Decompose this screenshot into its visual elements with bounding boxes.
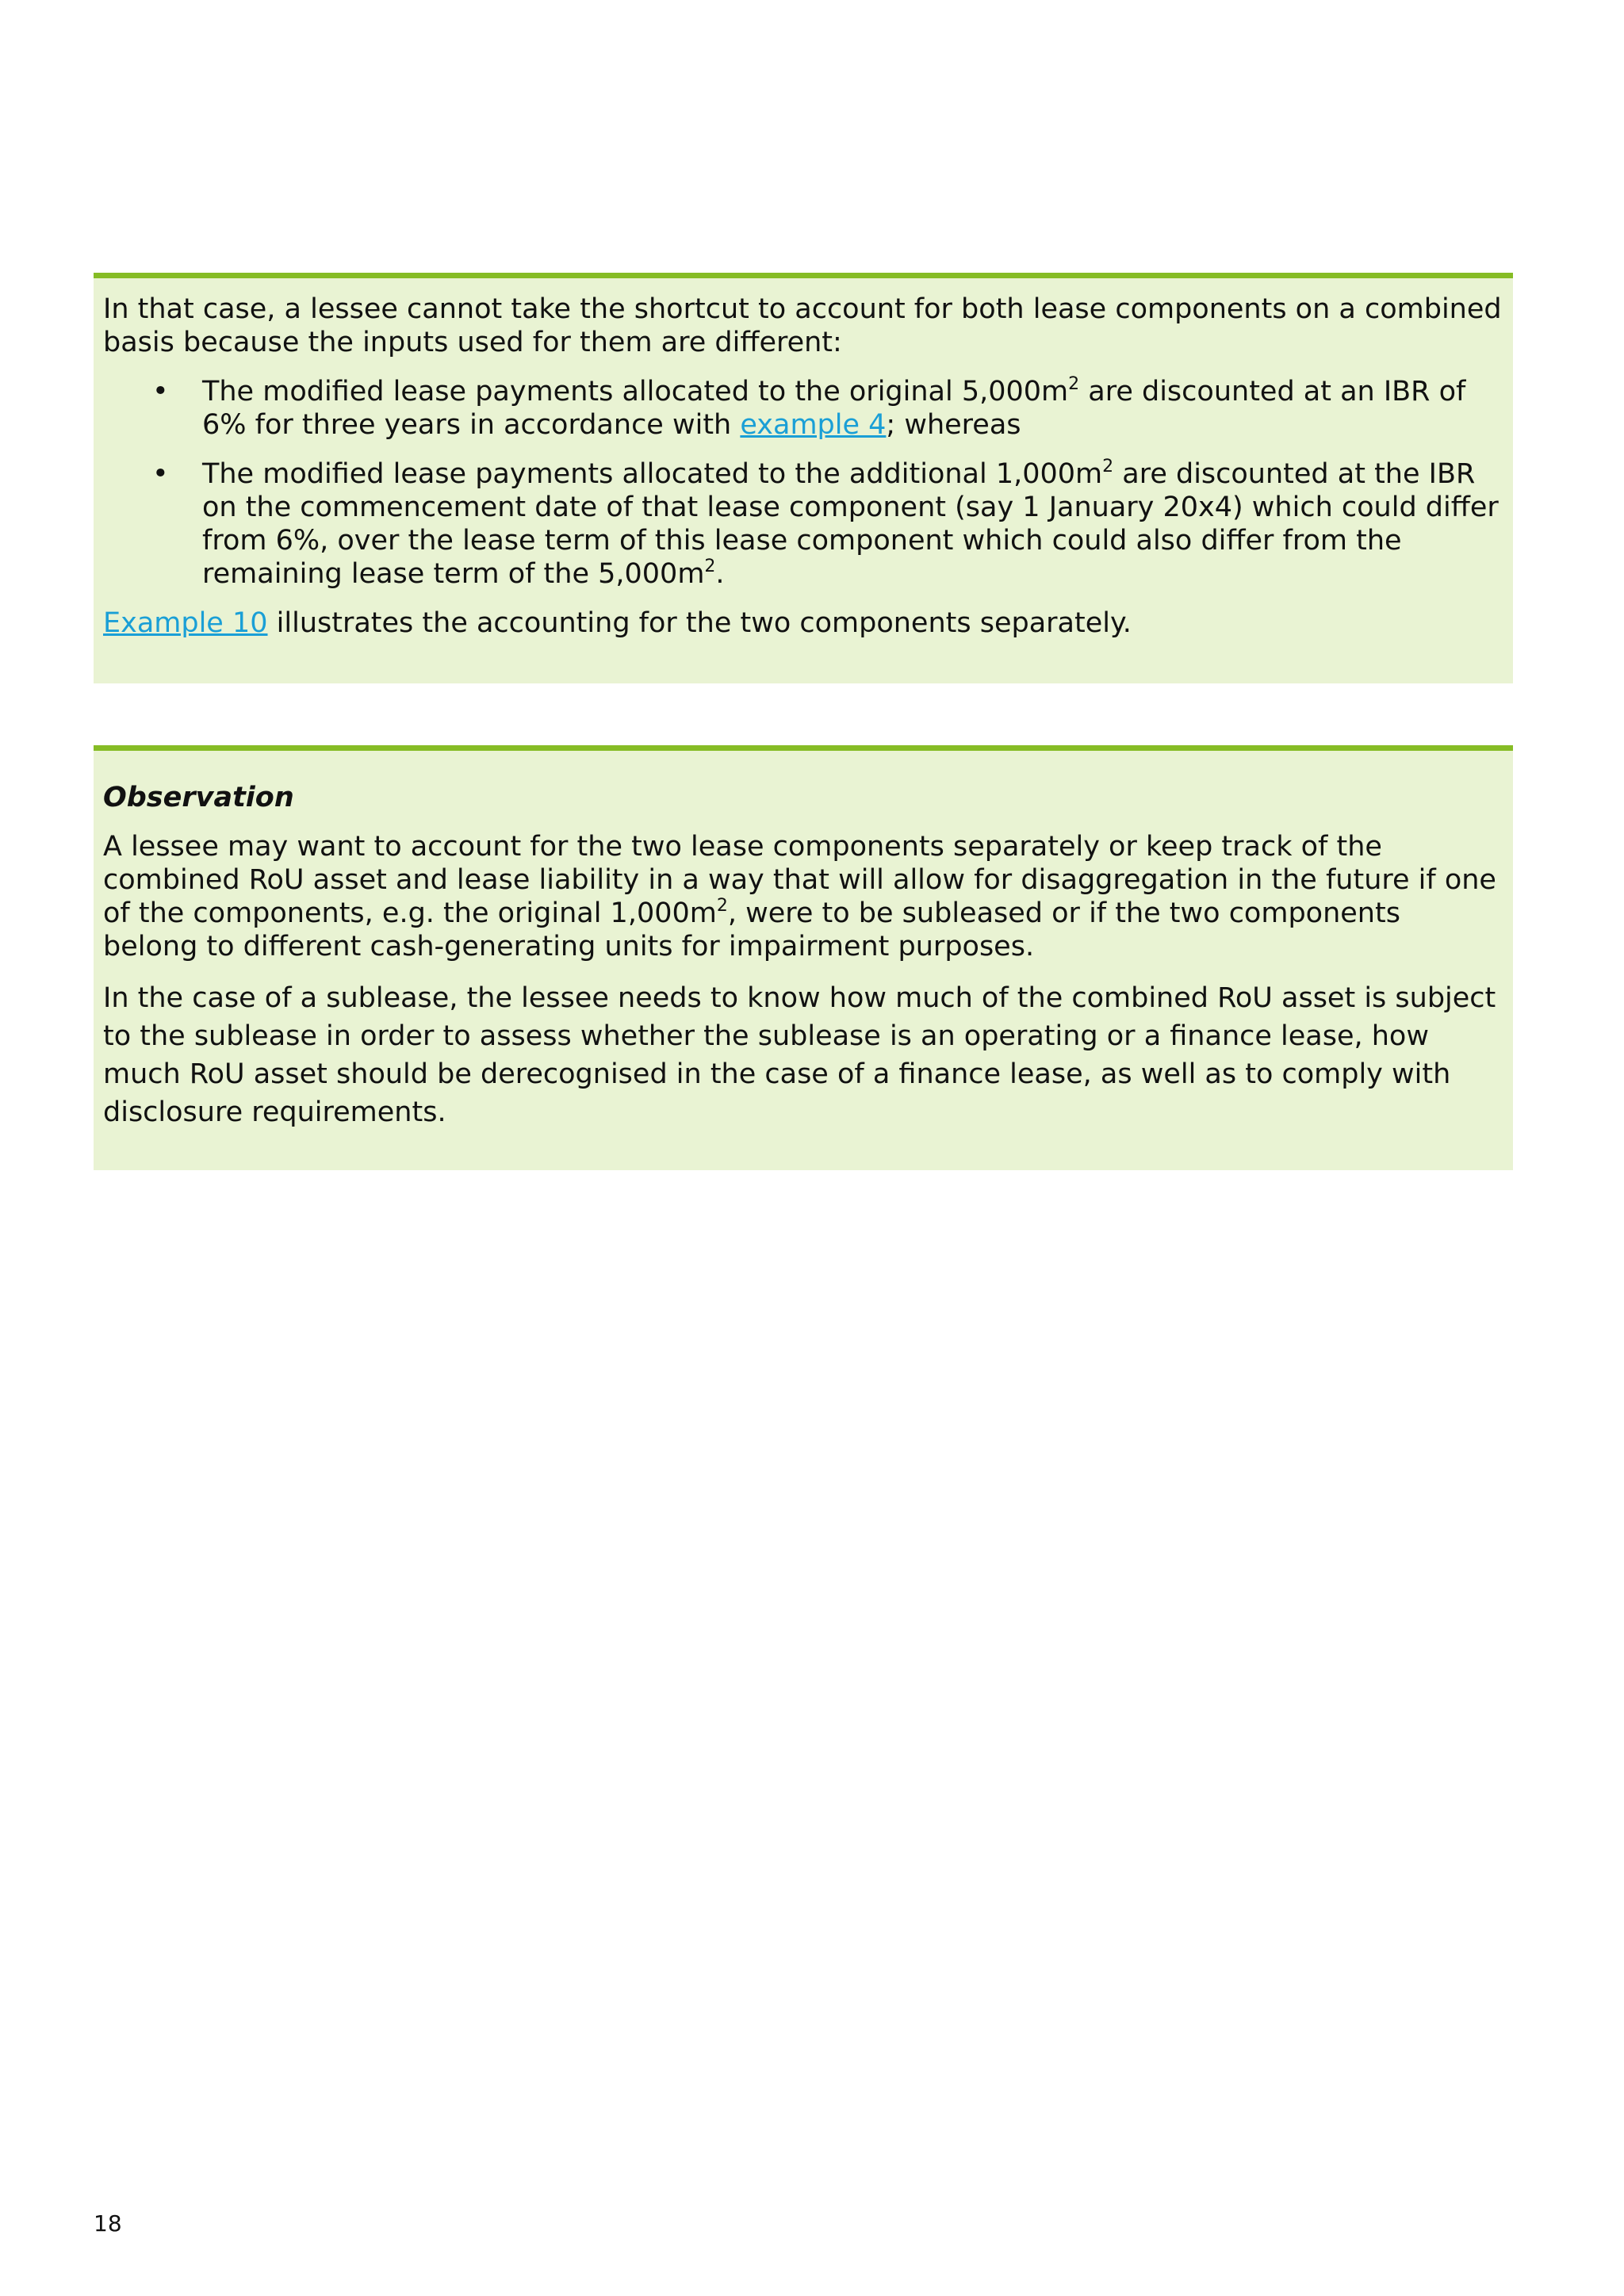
example-4-link[interactable]: example 4 xyxy=(740,409,887,441)
superscript-2: 2 xyxy=(1068,374,1080,394)
bullet1-text-start: The modified lease payments allocated to the original 5,000m xyxy=(202,376,1069,408)
page-number: 18 xyxy=(94,2210,122,2237)
observation-heading: Observation xyxy=(103,782,294,813)
para1-text-end: , were to be subleased or if the two components belong to different cash-generating units for impairment purposes. xyxy=(103,897,1400,962)
example-10-link[interactable]: Example 10 xyxy=(103,607,268,639)
observation-paragraph-2: In the case of a sublease, the lessee needs to know how much of the combined RoU asset is subject to the sublease in order to assess whether the sublease is an operating or a finance lease, how much RoU asset should be derecognised in the case of a finance lease, as well as to comply with disclosure requirements. xyxy=(103,982,1496,1128)
bullet2-text-end: . xyxy=(715,558,725,590)
input-differences-list xyxy=(103,375,1503,591)
para1-text-start: A lessee may want to account for the two lease components separately or keep track of the combined RoU asset and lease liability in a way that will allow for disaggregation in the future if one of the components, e.g. the original 1,000m xyxy=(103,831,1496,929)
closing-paragraph xyxy=(103,607,1503,640)
bullet2-text-middle: are discounted at the IBR on the commencement date of that lease component (say 1 January 20x4) which could differ from 6%, over the lease term of this lease component which could also differ from the remaining lease term of the 5,000m xyxy=(202,458,1499,590)
superscript-2: 2 xyxy=(1102,457,1114,476)
bullet2-text-start: The modified lease payments allocated to the additional 1,000m xyxy=(202,458,1103,490)
observation-paragraph-1 xyxy=(103,830,1503,963)
observation-box xyxy=(94,745,1513,1170)
bullet-icon: • xyxy=(152,376,169,408)
bullet1-text-middle: are discounted at an IBR of 6% for three years in accordance with xyxy=(202,376,1466,441)
list-item-additional-space xyxy=(103,457,1503,591)
closing-text: illustrates the accounting for the two components separately. xyxy=(267,607,1132,639)
shortcut-explanation-box xyxy=(94,273,1513,683)
superscript-2: 2 xyxy=(716,896,728,916)
list-item-original-space xyxy=(103,375,1503,442)
superscript-2: 2 xyxy=(704,557,716,576)
bullet-icon: • xyxy=(152,458,169,490)
intro-paragraph: In that case, a lessee cannot take the shortcut to account for both lease components on a combined basis because the inputs used for them are different: xyxy=(103,293,1502,358)
bullet1-text-end: ; whereas xyxy=(886,409,1021,441)
